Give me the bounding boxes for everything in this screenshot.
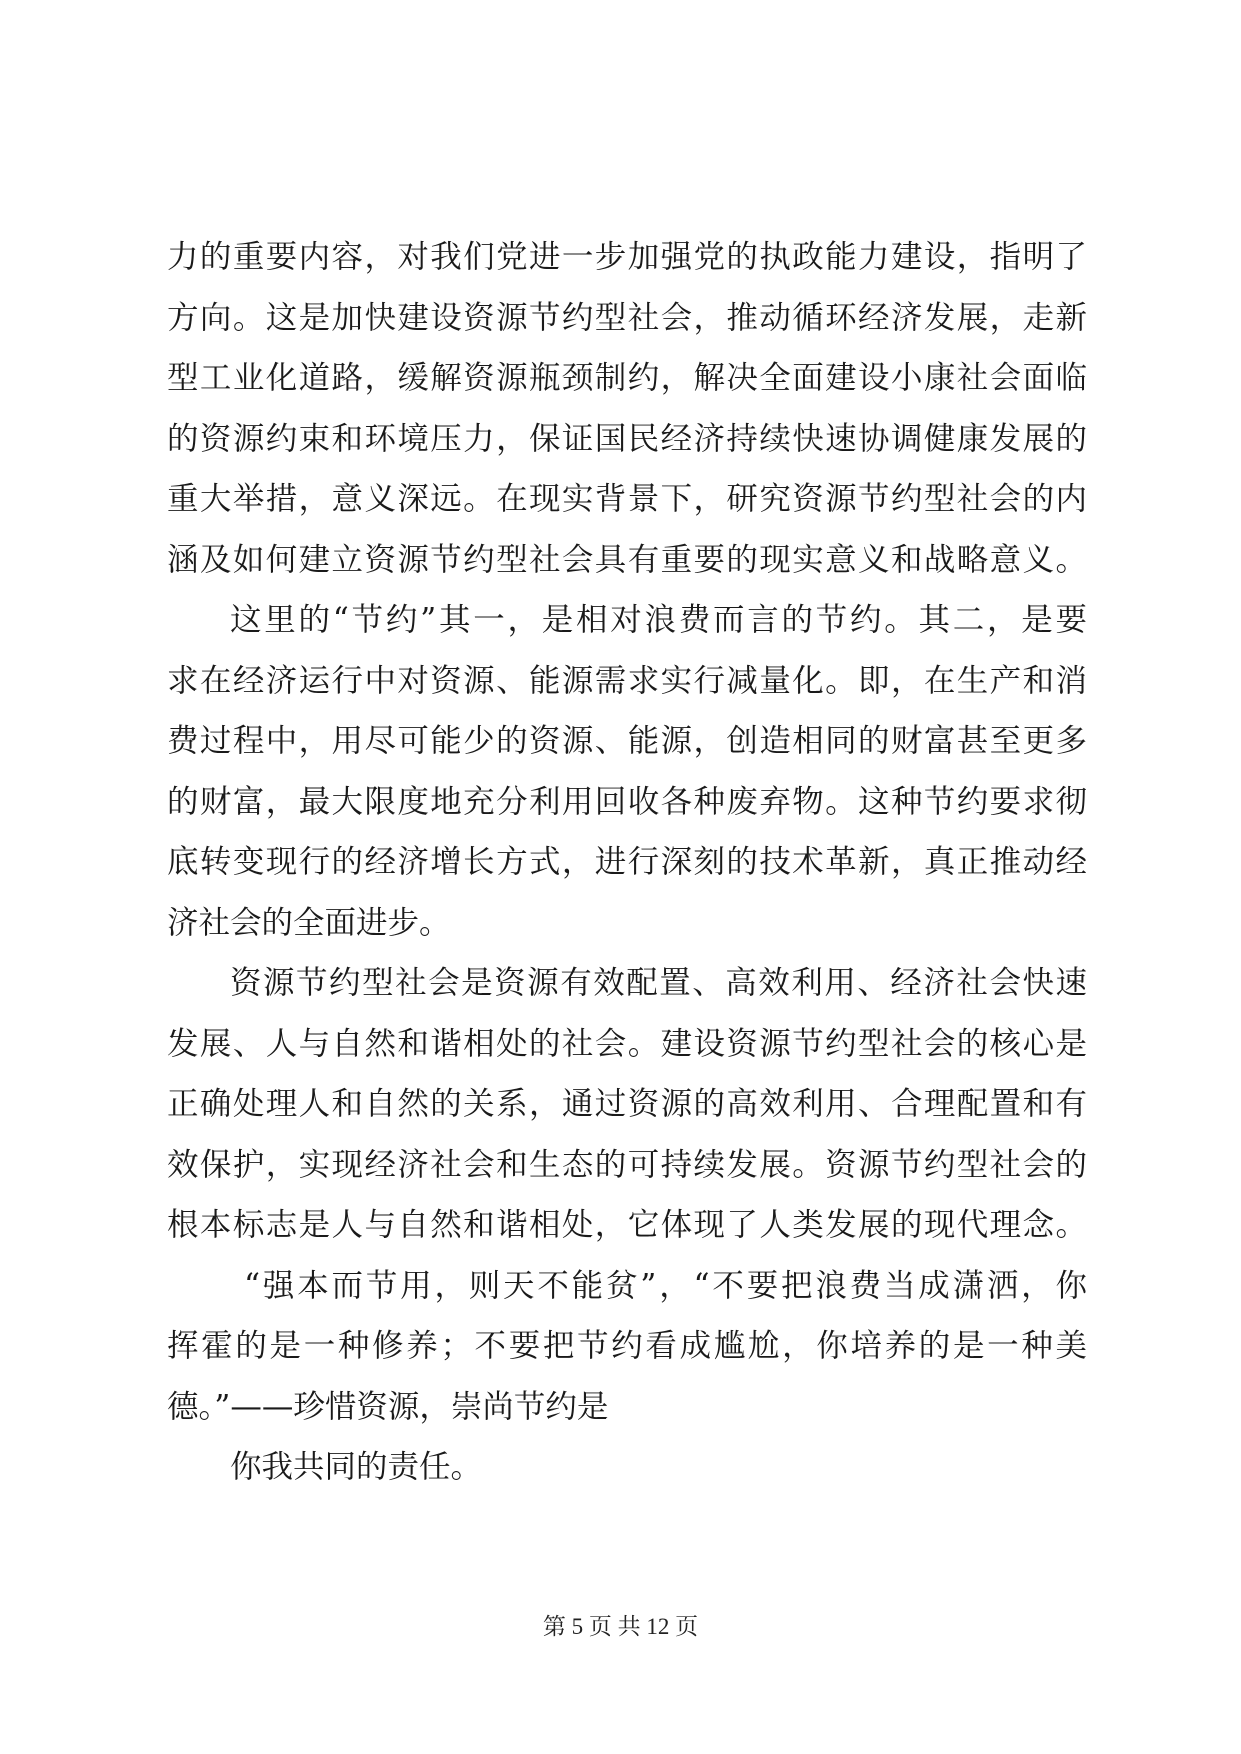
paragraph-2	[167, 590, 1087, 953]
paragraph-1	[167, 227, 1087, 590]
text-line: 济社会的全面进步。	[167, 904, 451, 941]
text-line: 正确处理人和自然的关系，通过资源的高效利用、合理配置和有	[167, 1086, 1087, 1122]
page-footer: 第 5 页 共 12 页	[542, 1614, 699, 1639]
text-line: 重大举措，意义深远。在现实背景下，研究资源节约型社会的内	[167, 481, 1087, 517]
text-line: 力的重要内容，对我们党进一步加强党的执政能力建设，指明了	[167, 239, 1087, 275]
paragraph-5	[167, 1437, 1087, 1498]
text-line: 你我共同的责任。	[230, 1449, 483, 1485]
text-line: 德。”——珍惜资源，崇尚节约是	[167, 1388, 609, 1425]
text-line: 挥霍的是一种修养；不要把节约看成尴尬，你培养的是一种美	[167, 1328, 1087, 1364]
text-line: 方向。这是加快建设资源节约型社会，推动循环经济发展，走新	[167, 299, 1087, 336]
text-line: 效保护，实现经济社会和生态的可持续发展。资源节约型社会的	[167, 1146, 1087, 1183]
text-line: 发展、人与自然和谐相处的社会。建设资源节约型社会的核心是	[167, 1025, 1087, 1062]
text-line: 型工业化道路，缓解资源瓶颈制约，解决全面建设小康社会面临	[167, 360, 1087, 396]
text-line: “强本而节用，则天不能贫”，“不要把浪费当成潇洒，你	[244, 1267, 1087, 1304]
text-line: 根本标志是人与自然和谐相处，它体现了人类发展的现代理念。	[167, 1207, 1087, 1243]
text-line: 的资源约束和环境压力，保证国民经济持续快速协调健康发展的	[167, 420, 1087, 457]
text-line: 这里的“节约”其一，是相对浪费而言的节约。其二，是要	[230, 602, 1087, 638]
text-line: 的财富，最大限度地充分利用回收各种废弃物。这种节约要求彻	[167, 783, 1087, 820]
text-line: 资源节约型社会是资源有效配置、高效利用、经济社会快速	[230, 965, 1087, 1001]
text-line: 底转变现行的经济增长方式，进行深刻的技术革新，真正推动经	[167, 844, 1087, 880]
text-line: 涵及如何建立资源节约型社会具有重要的现实意义和战略意义。	[167, 541, 1087, 578]
text-line: 求在经济运行中对资源、能源需求实行减量化。即，在生产和消	[167, 662, 1087, 699]
paragraph-3	[167, 953, 1087, 1256]
text-line: 费过程中，用尽可能少的资源、能源，创造相同的财富甚至更多	[167, 723, 1087, 759]
paragraph-4	[167, 1256, 1087, 1438]
body-text	[167, 227, 1087, 1498]
